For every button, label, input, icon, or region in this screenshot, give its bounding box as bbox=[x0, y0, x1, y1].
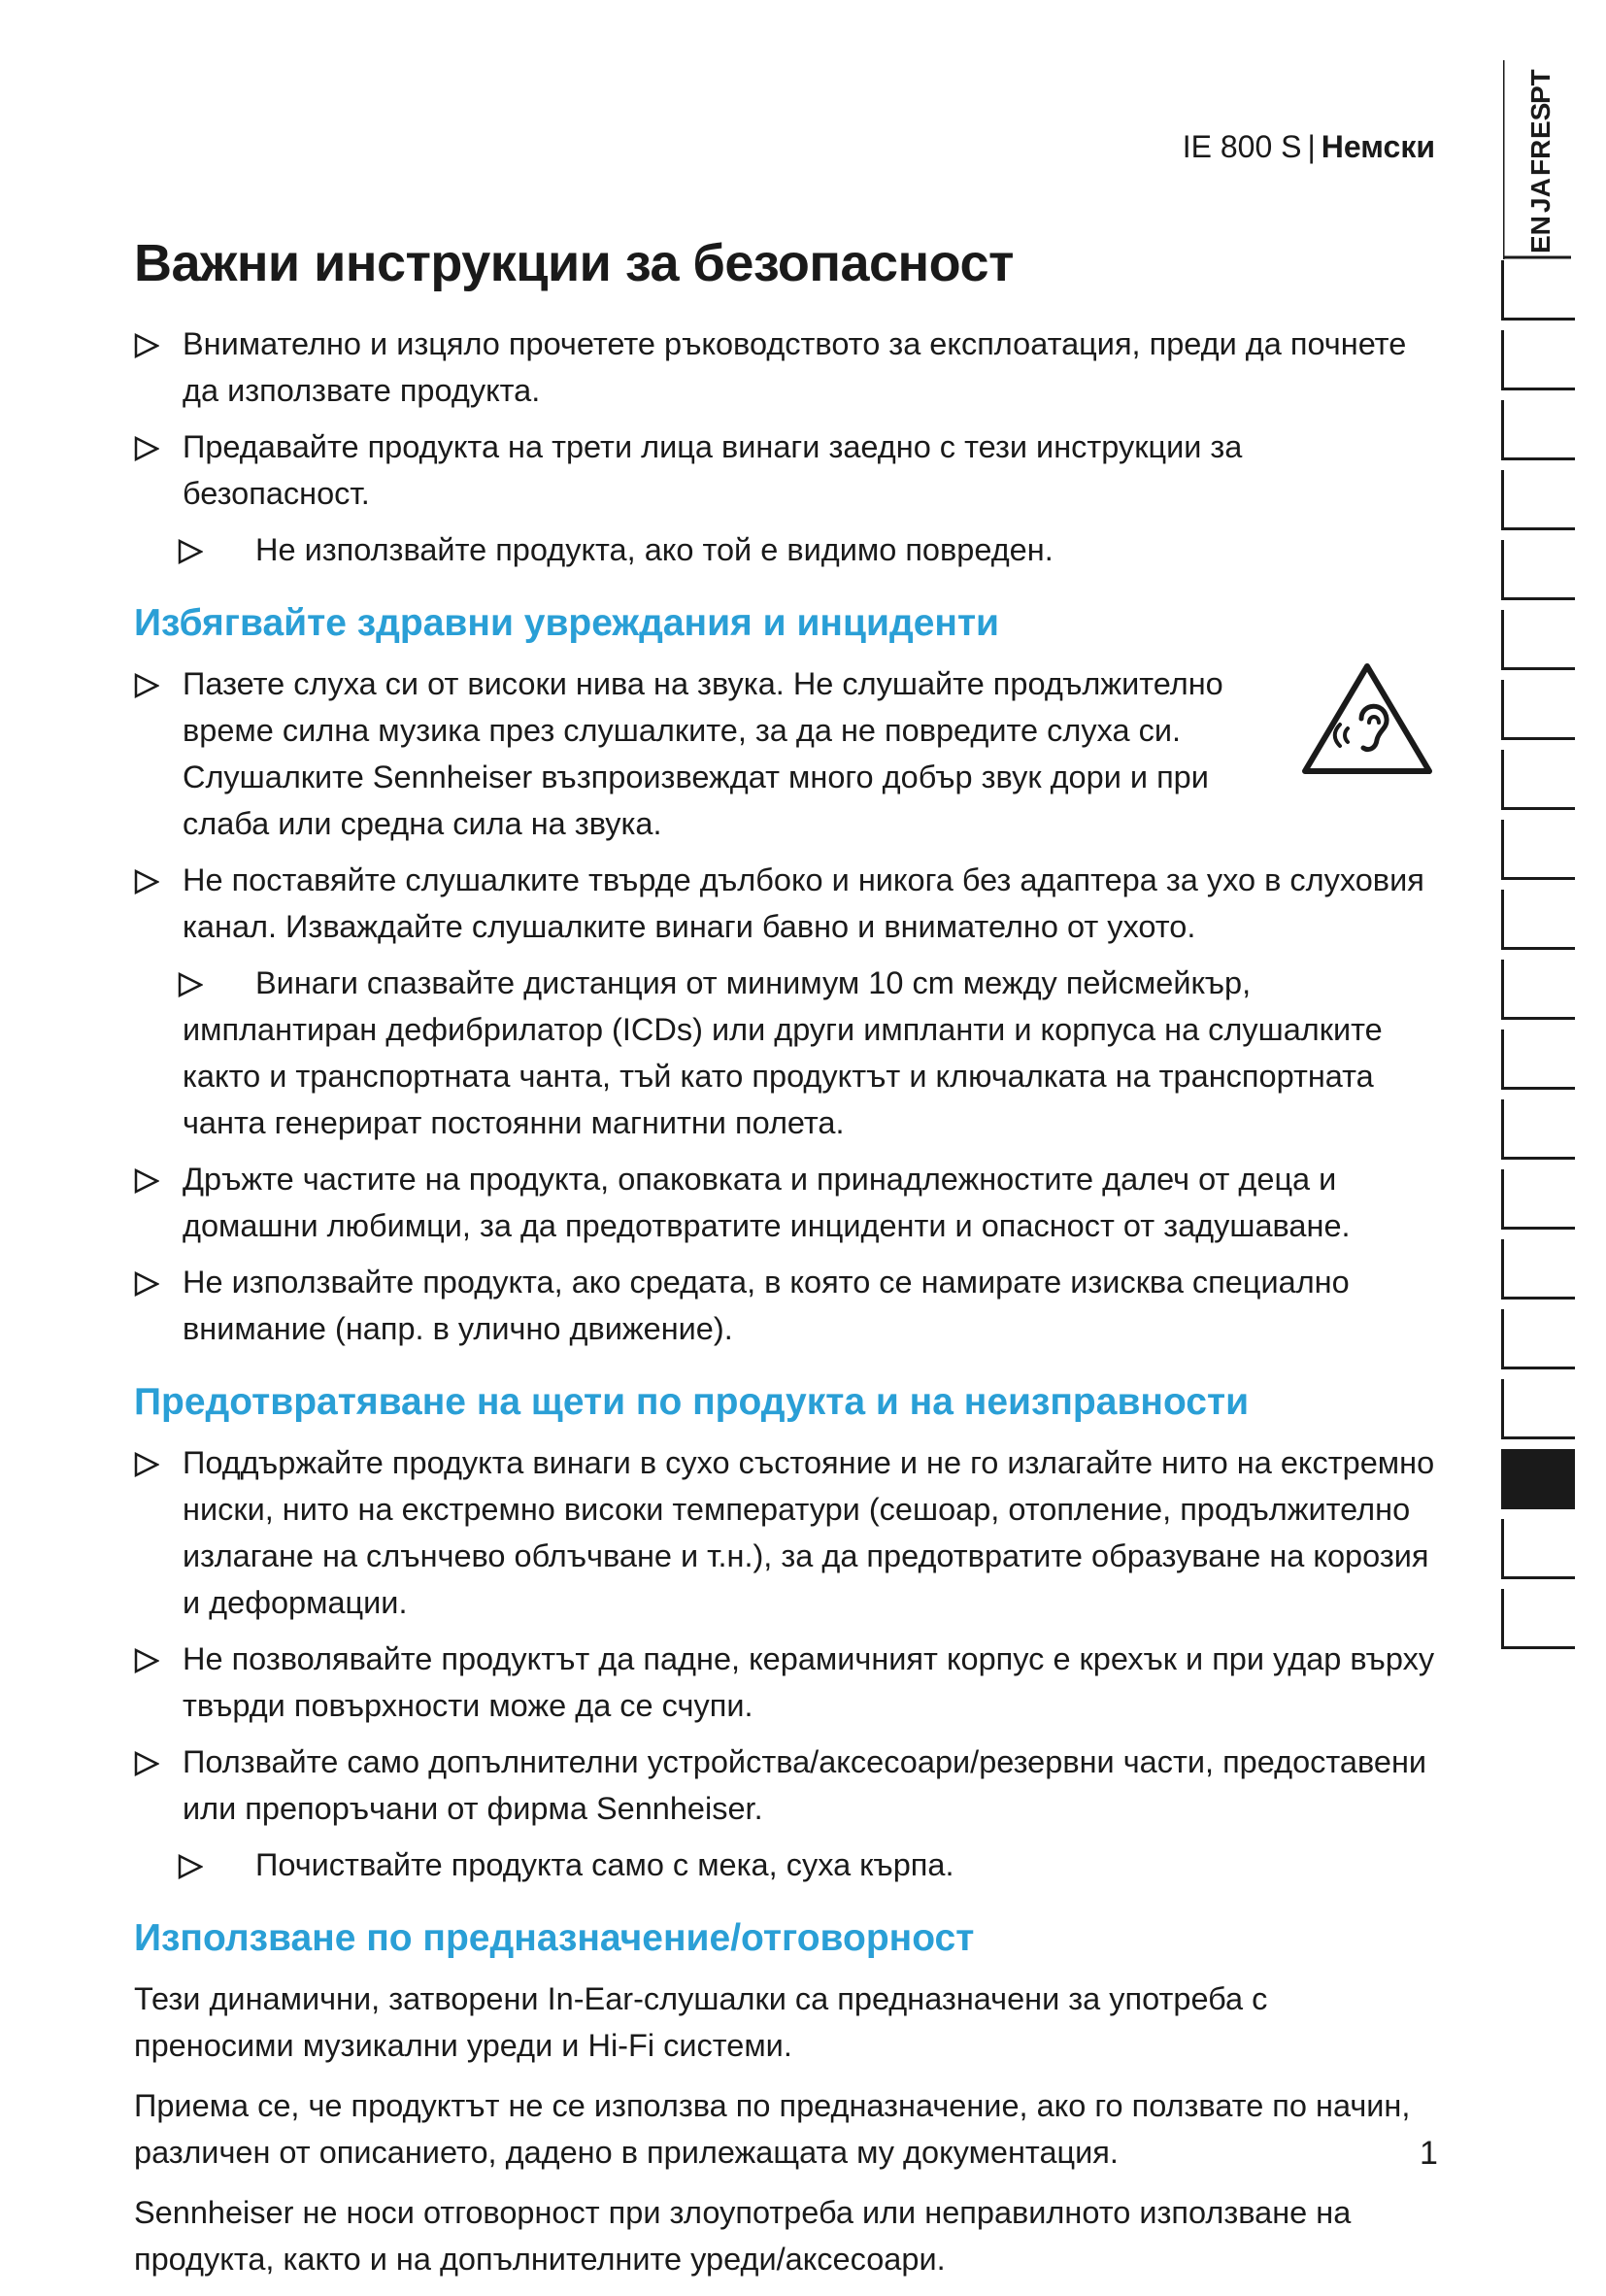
list-item-text: Не поставяйте слушалките твърде дълбоко и никога без адаптера за ухо в слуховия канал. Изваждайте слушалките винаги бавно и внимателно от ухото. bbox=[183, 862, 1424, 944]
language-tab[interactable] bbox=[1501, 820, 1575, 880]
usage-paragraph: Тези динамични, затворени In-Ear-слушалки са предназначени за употреба с преносими музикални уреди и Hi-Fi системи. bbox=[134, 1981, 1268, 2063]
document-body bbox=[134, 233, 1435, 2296]
language-tab[interactable] bbox=[1501, 1589, 1575, 1649]
triangle-bullet-icon bbox=[134, 673, 159, 698]
language-tab[interactable] bbox=[1501, 1379, 1575, 1439]
language-tab[interactable] bbox=[1501, 960, 1575, 1020]
language-tab[interactable] bbox=[1501, 1309, 1575, 1369]
list-item-text: Ползвайте само допълнителни устройства/аксесоари/резервни части, предоставени или препоръчани от фирма Sennheiser. bbox=[183, 1744, 1427, 1826]
list-item-text: Дръжте частите на продукта, опаковката и принадлежностите далеч от деца и домашни любимци, за да предотвратите инциденти и опасност от задушаване. bbox=[183, 1162, 1351, 1243]
tab-label-es[interactable]: ES bbox=[1525, 102, 1556, 139]
tab-label-pt[interactable]: PT bbox=[1525, 69, 1556, 104]
damage-list bbox=[134, 1439, 1435, 1888]
page-number: 1 bbox=[1420, 2135, 1438, 2172]
list-item-text: Почиствайте продукта само с мека, суха кърпа. bbox=[255, 1847, 954, 1882]
section-heading-health: Избягвайте здравни увреждания и инциденти bbox=[134, 602, 1000, 644]
list-item-text: Не използвайте продукта, ако средата, в която се намирате изисква специално внимание (напр. в улично движение). bbox=[183, 1265, 1350, 1346]
list-item-text: Пазете слуха си от високи нива на звука. Не слушайте продължително време силна музика през слушалките, за да не повредите слуха си. Слушалките Sennheiser възпроизвеждат много добър звук дори и при слаба или средна сила на звука. bbox=[183, 666, 1223, 841]
list-item bbox=[134, 321, 1435, 414]
language-tab[interactable] bbox=[1501, 890, 1575, 950]
triangle-bullet-icon bbox=[134, 1452, 159, 1477]
triangle-bullet-icon bbox=[134, 1168, 159, 1194]
tab-label-en[interactable]: EN bbox=[1525, 216, 1556, 253]
product-name: IE 800 S bbox=[1182, 129, 1302, 164]
list-item-text: Предавайте продукта на трети лица винаги заедно с тези инструкции за безопасност. bbox=[183, 429, 1243, 511]
language-tab[interactable] bbox=[1501, 260, 1575, 321]
language-tab-labels-svg bbox=[1503, 60, 1571, 259]
usage-paragraph: Sennheiser не носи отговорност при злоупотреба или неправилното използване на продукта, както и на допълнителните уреди/аксесоари. bbox=[134, 2195, 1352, 2277]
language-tab[interactable] bbox=[1501, 1239, 1575, 1300]
list-item bbox=[134, 1739, 1435, 1832]
list-item-text: Не позволявайте продуктът да падне, керамичният корпус е крехък и при удар върху твърди повърхности може да се счупи. bbox=[183, 1641, 1435, 1723]
list-item-text: Винаги спазвайте дистанция от минимум 10 cm между пейсмейкър, имплантиран дефибрилатор (ICDs) или други импланти и корпуса на слушалките както и транспортната чанта, тъй като продуктът и ключалката на транспортната чанта генерират постоянни магнитни полета. bbox=[183, 965, 1383, 1140]
triangle-bullet-icon bbox=[134, 1271, 159, 1297]
list-item-text: Не използвайте продукта, ако той е видимо повреден. bbox=[255, 532, 1054, 567]
list-item-text: Внимателно и изцяло прочетете ръководството за експлоатация, преди да почнете да използвате продукта. bbox=[183, 326, 1407, 408]
usage-paragraph: Приема се, че продуктът не се използва по предназначение, ако го ползвате по начин, различен от описанието, дадено в прилежащата му документация. bbox=[134, 2088, 1411, 2170]
triangle-bullet-icon bbox=[134, 436, 159, 461]
language-tab[interactable] bbox=[1501, 750, 1575, 810]
page-title: Важни инструкции за безопасност bbox=[134, 234, 1014, 292]
language-tab[interactable] bbox=[1501, 470, 1575, 530]
list-item bbox=[134, 1439, 1435, 1626]
header-separator: | bbox=[1307, 129, 1316, 164]
section-heading-damage: Предотвратяване на щети по продукта и на неизправности bbox=[134, 1381, 1250, 1423]
health-list bbox=[134, 660, 1435, 1352]
triangle-bullet-icon bbox=[134, 869, 159, 895]
list-item bbox=[134, 1156, 1435, 1249]
section-heading-usage: Използване по предназначение/отговорност bbox=[134, 1917, 975, 1959]
language-tab[interactable] bbox=[1501, 1099, 1575, 1160]
language-tab[interactable] bbox=[1501, 1030, 1575, 1090]
triangle-bullet-icon bbox=[178, 539, 203, 564]
intro-list bbox=[134, 321, 1435, 573]
list-item bbox=[134, 423, 1435, 517]
tab-label-fr[interactable]: FR bbox=[1525, 139, 1556, 176]
list-item bbox=[134, 1841, 1435, 1888]
language-tab[interactable] bbox=[1501, 680, 1575, 740]
language-tab[interactable] bbox=[1501, 1169, 1575, 1230]
list-item bbox=[134, 960, 1435, 1146]
language-tab-active[interactable] bbox=[1501, 1449, 1575, 1509]
header-language: Немски bbox=[1321, 129, 1435, 164]
page-header bbox=[1183, 129, 1435, 165]
language-tab[interactable] bbox=[1501, 610, 1575, 670]
hearing-warning-icon bbox=[1299, 660, 1435, 777]
list-item-text: Поддържайте продукта винаги в сухо състояние и не го излагайте нито на екстремно ниски, нито на екстремно високи температури (сешоар, отопление, продължително излагане на слънчево облъчване и т.н.), за да предотвратите образуване на корозия и деформации. bbox=[183, 1445, 1435, 1620]
triangle-bullet-icon bbox=[134, 1751, 159, 1776]
triangle-bullet-icon bbox=[178, 1854, 203, 1879]
triangle-bullet-icon bbox=[134, 333, 159, 358]
triangle-bullet-icon bbox=[178, 972, 203, 997]
list-item bbox=[134, 1636, 1435, 1729]
language-tab[interactable] bbox=[1501, 1519, 1575, 1579]
list-item bbox=[134, 1259, 1435, 1352]
language-tab[interactable] bbox=[1501, 540, 1575, 600]
language-tab[interactable] bbox=[1501, 330, 1575, 390]
list-item bbox=[134, 526, 1435, 573]
list-item bbox=[134, 660, 1435, 847]
language-tab-labels bbox=[1503, 60, 1571, 259]
tab-label-ja[interactable]: JA bbox=[1525, 178, 1556, 213]
language-tab[interactable] bbox=[1501, 400, 1575, 460]
list-item bbox=[134, 857, 1435, 950]
triangle-bullet-icon bbox=[134, 1648, 159, 1673]
